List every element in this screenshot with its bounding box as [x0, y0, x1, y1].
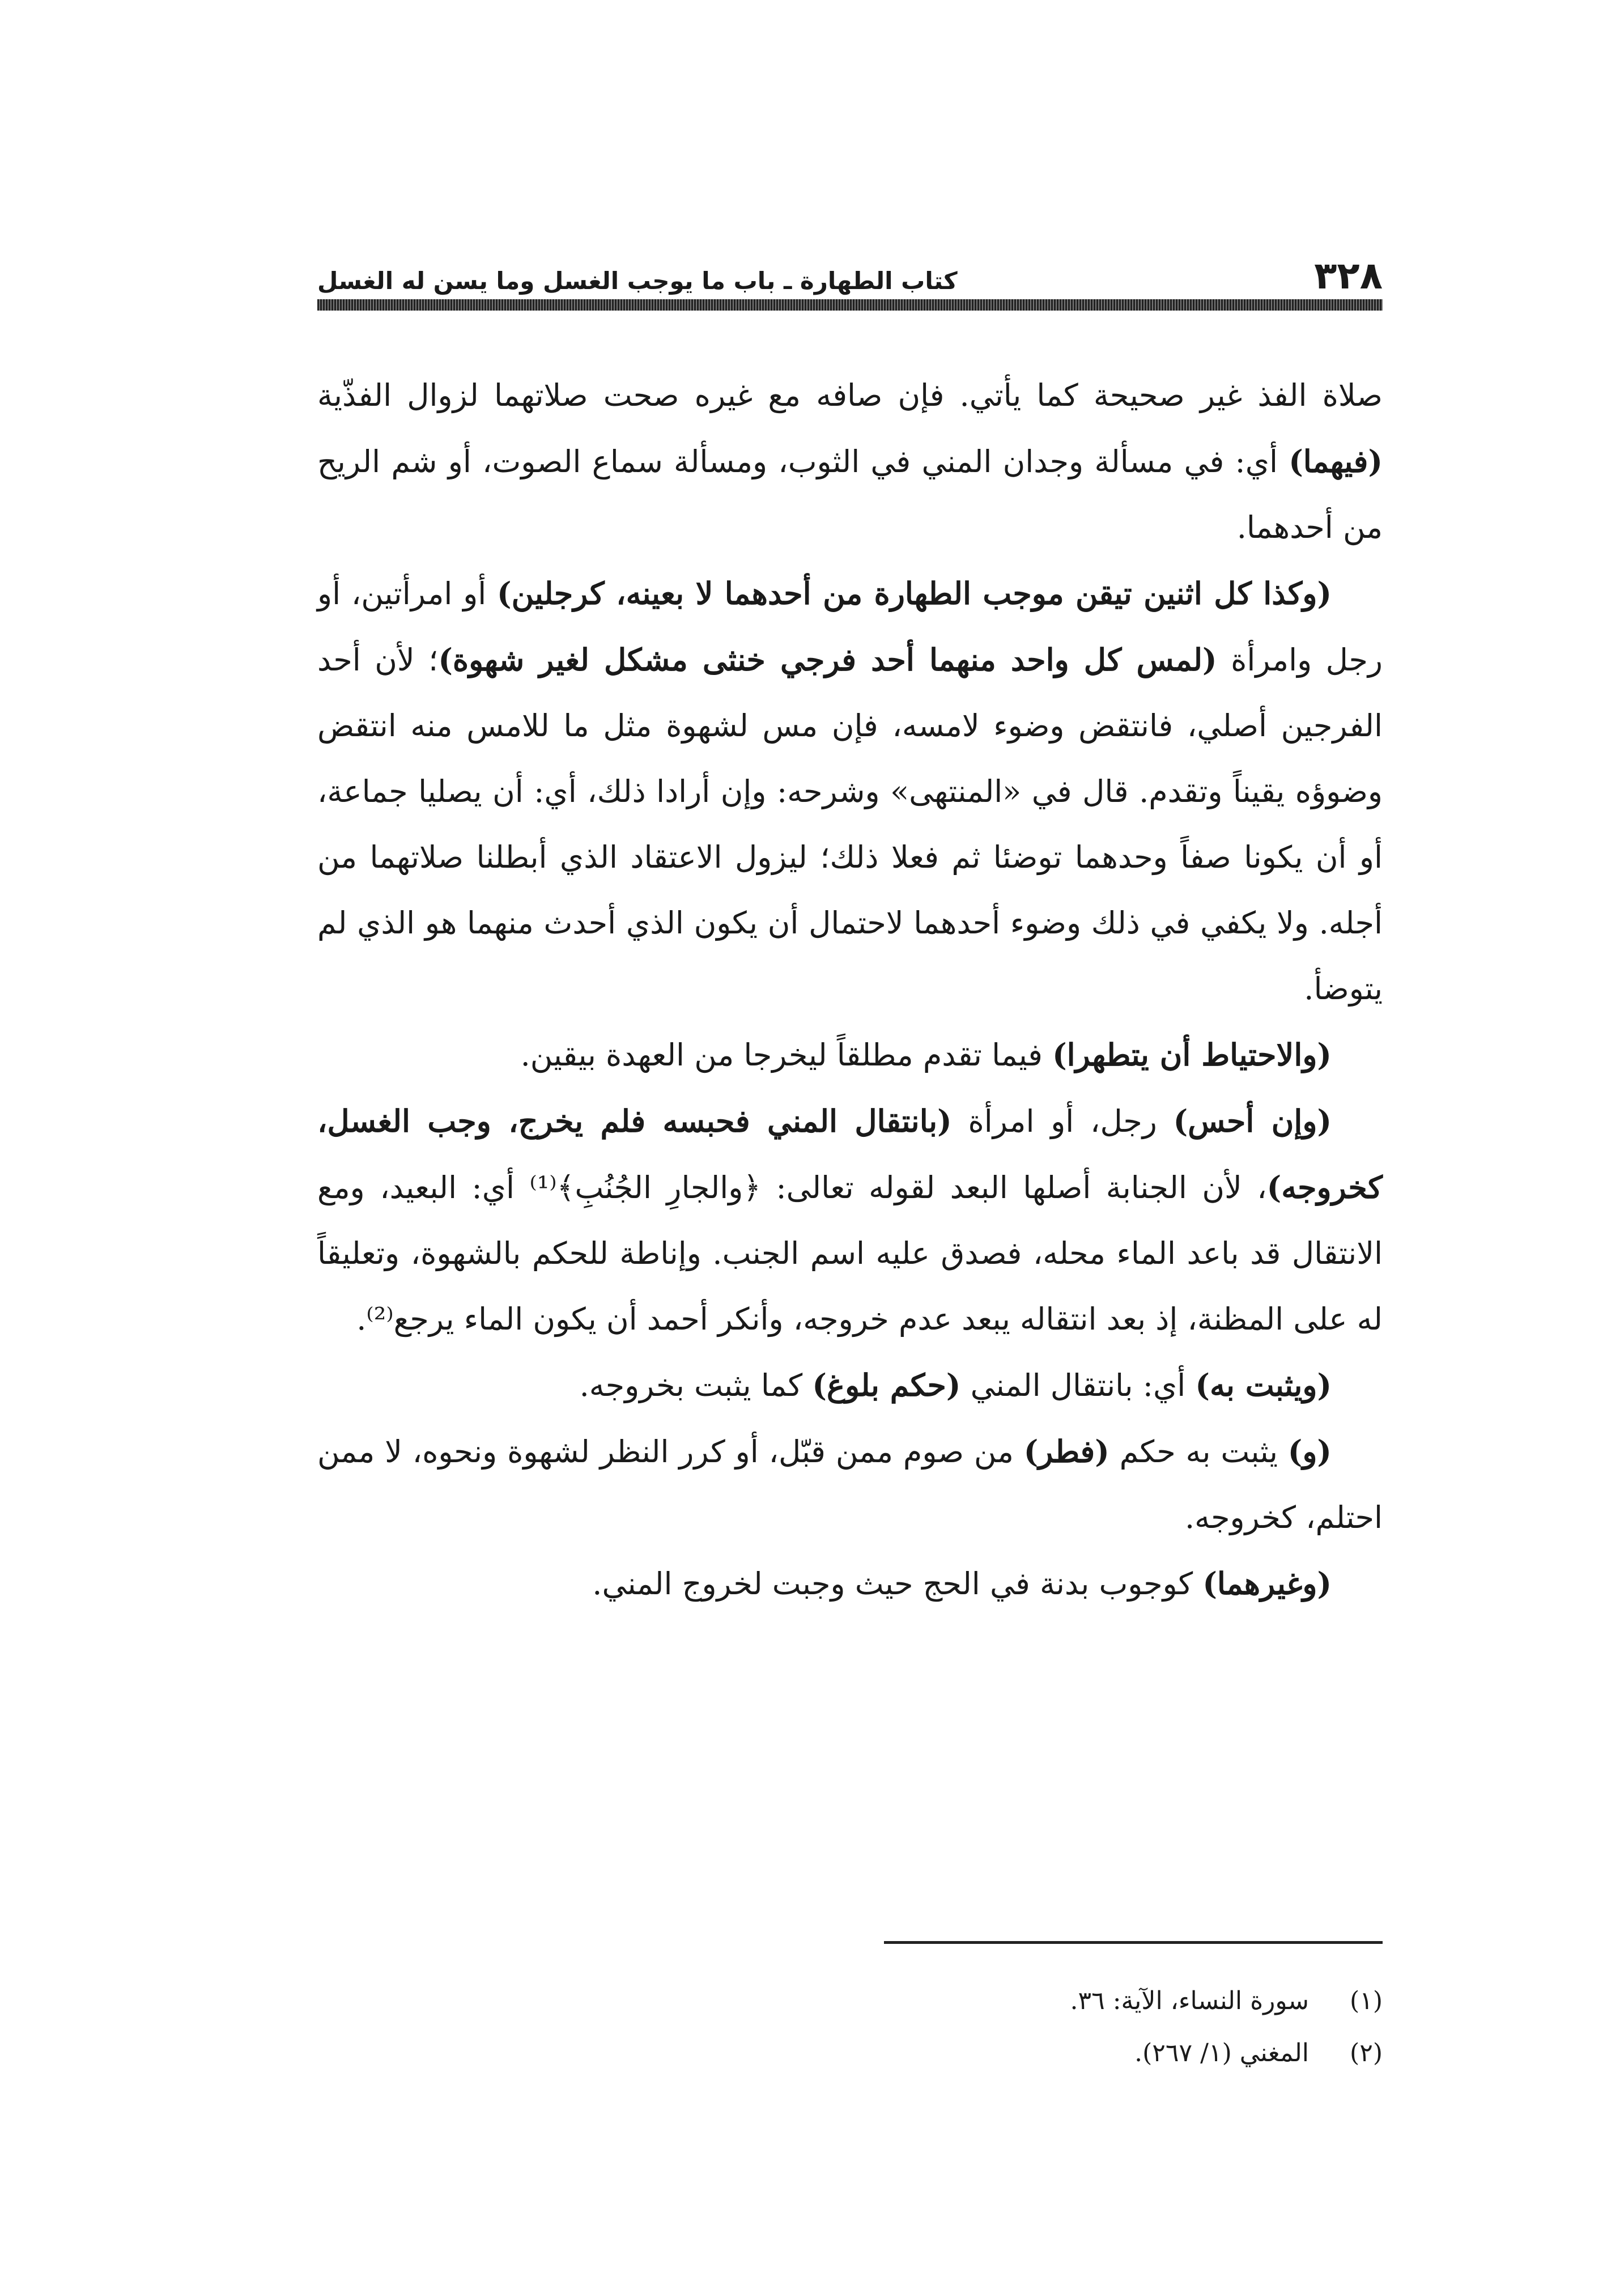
- text-segment: أي: بانتقال المني: [960, 1368, 1196, 1403]
- bold-text-segment: (وغيرهما): [1202, 1565, 1332, 1602]
- bold-text-segment: (وكذا كل اثنين تيقن موجب الطهارة من أحدهما لا بعينه، كرجلين): [497, 575, 1332, 612]
- page-header: [317, 244, 1383, 298]
- bold-text-segment: (فيهما): [1289, 443, 1383, 479]
- footnote-text: المغني (١/ ٢٦٧).: [1134, 2039, 1309, 2067]
- text-segment: ، لأن الجنابة أصلها البعد لقوله تعالى: ﴿والجارِ الجُنُبِ﴾: [556, 1170, 1267, 1205]
- footnote-number: (١): [1350, 1986, 1383, 2015]
- text-segment: أي: البعيد، ومع الانتقال قد باعد الماء محله، فصدق عليه اسم الجنب. وإناطة للحكم بالشهوة، وتعليقاً له على المظنة، إذ بعد انتقاله يبعد عدم خروجه، وأنكر أحمد أن يكون الماء يرجع: [317, 1170, 1383, 1337]
- bold-text-segment: (ويثبت به): [1195, 1367, 1332, 1403]
- text-segment: فيما تقدم مطلقاً ليخرجا من العهدة بيقين.: [520, 1037, 1053, 1073]
- text-segment: يثبت به حكم: [1109, 1434, 1288, 1470]
- bold-text-segment: (حكم بلوغ): [812, 1367, 961, 1403]
- text-segment: من صوم ممن قبّل، أو كرر النظر لشهوة ونحوه، لا ممن احتلم، كخروجه.: [317, 1434, 1383, 1535]
- bold-text-segment: (بانتقال المني فحبسه فلم يخرج، وجب الغسل، كخروجه): [317, 1103, 1383, 1205]
- text-segment: أو امرأتين، أو رجل وامرأة: [317, 576, 1383, 678]
- text-segment: صلاة الفذ غير صحيحة كما يأتي. فإن صافه مع غيره صحت صلاتهما لزوال الفذّية: [317, 377, 1383, 413]
- footnote-number: (٢): [1350, 2039, 1383, 2067]
- bold-text-segment: (وإن أحس): [1173, 1103, 1332, 1139]
- bold-text-segment: (و): [1287, 1433, 1332, 1470]
- text-segment: ⁽²⁾: [366, 1301, 394, 1337]
- footnote-divider: [884, 1941, 1383, 1944]
- bold-text-segment: (والاحتياط أن يتطهرا): [1052, 1037, 1332, 1073]
- bold-text-segment: (لمس كل واحد منهما أحد فرجي خنثى مشكل لغير شهوة): [438, 642, 1217, 678]
- text-segment: رجل، أو امرأة: [951, 1103, 1174, 1139]
- footnote-item: [317, 1975, 1383, 2027]
- paragraph: [317, 560, 1383, 1022]
- text-segment: أي: في مسألة وجدان المني في الثوب، ومسألة سماع الصوت، أو شم الريح من أحدهما.: [317, 444, 1383, 545]
- paragraph: [317, 1022, 1383, 1088]
- paragraph: [317, 1419, 1383, 1551]
- paragraph: [317, 363, 1383, 560]
- footnote-text: سورة النساء، الآية: ٣٦.: [1070, 1986, 1309, 2015]
- bold-text-segment: (فطر): [1023, 1433, 1109, 1470]
- paragraph: [317, 1088, 1383, 1352]
- text-segment: ؛ لأن أحد الفرجين أصلي، فانتقض وضوء لامسه، فإن مس لشهوة مثل ما للامس منه انتقض وضوؤه يقيناً وتقدم. قال في «المنتهى» وشرحه: وإن أرادا ذلك، أي: أن يصليا جماعة، أو أن يكونا صفاً وحدهما توضئا ثم فعلا ذلك؛ ليزول الاعتقاد الذي أبطلنا صلاتهما من أجله. ولا يكفي في ذلك وضوء أحدهما لاحتمال أن يكون الذي أحدث منهما هو الذي لم يتوضأ.: [317, 642, 1383, 1007]
- footnote-item: [317, 2027, 1383, 2079]
- running-title: كتاب الطهارة ـ باب ما يوجب الغسل وما يسن له الغسل: [317, 267, 958, 295]
- text-segment: .: [356, 1301, 367, 1337]
- page-number: ٣٢٨: [1314, 254, 1383, 298]
- footnotes: [317, 1975, 1383, 2079]
- text-segment: كوجوب بدنة في الحج حيث وجبت لخروج المني.: [592, 1566, 1203, 1602]
- paragraph: [317, 1551, 1383, 1617]
- main-text: [317, 363, 1383, 1617]
- header-divider: [317, 299, 1383, 311]
- text-segment: كما يثبت بخروجه.: [579, 1368, 813, 1403]
- paragraph: [317, 1352, 1383, 1419]
- text-segment: ⁽¹⁾: [529, 1170, 557, 1205]
